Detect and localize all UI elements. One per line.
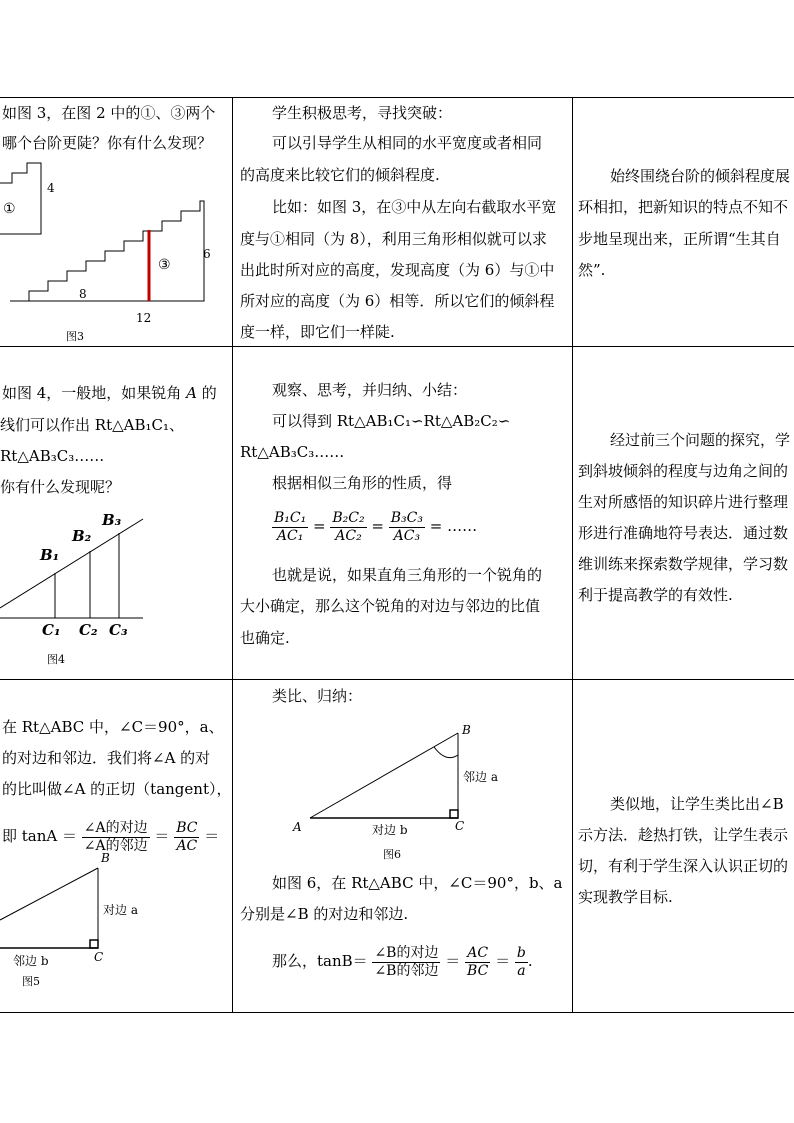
figure-label: A bbox=[293, 820, 302, 834]
note-text: 始终围绕台阶的倾斜程度展 bbox=[610, 167, 791, 185]
figure-label: C bbox=[455, 819, 465, 833]
question-text: 在 Rt△ABC 中，∠C＝90°，a、 bbox=[2, 718, 224, 736]
figure-caption: 图4 bbox=[47, 653, 65, 666]
table-column-divider bbox=[232, 97, 233, 1012]
note-text: 步地呈现出来，正所谓“生其自 bbox=[578, 230, 781, 248]
note-text: 实现教学目标. bbox=[578, 888, 673, 906]
figure-label: C₁ bbox=[42, 621, 61, 639]
body-text: 的高度来比较它们的倾斜程度. bbox=[240, 166, 440, 184]
body-text: 度一样，即它们一样陡. bbox=[240, 323, 395, 341]
body-text: 根据相似三角形的性质，得 bbox=[272, 474, 453, 492]
figure-label: ③ bbox=[158, 257, 171, 273]
figure-label: 对边 a bbox=[103, 903, 138, 917]
body-text: 大小确定，那么这个锐角的对边与邻边的比值 bbox=[240, 597, 541, 615]
body-text: 出此时所对应的高度，发现高度（为 6）与①中 bbox=[240, 261, 555, 279]
note-text: 经过前三个问题的探究，学 bbox=[610, 431, 791, 449]
note-text: 切，有利于学生深入认识正切的 bbox=[578, 857, 789, 875]
figure-label: 4 bbox=[47, 181, 55, 195]
figure-label: C bbox=[94, 950, 104, 964]
question-text: Rt△AB₃C₃…… bbox=[0, 447, 105, 465]
body-text: 可以得到 Rt△AB₁C₁∽Rt△AB₂C₂∽ bbox=[272, 412, 511, 430]
note-text: 形进行准确地符号表达．通过数 bbox=[578, 524, 789, 542]
note-text: 生对所感悟的知识碎片进行整理 bbox=[578, 493, 789, 511]
note-text: 利于提高教学的有效性. bbox=[578, 586, 733, 604]
table-border-bottom bbox=[0, 1012, 794, 1013]
question-text: 线们可以作出 Rt△AB₁C₁、 bbox=[0, 416, 184, 434]
question-text: 的对边和邻边．我们将∠A 的对 bbox=[2, 749, 211, 767]
note-text: 然”. bbox=[578, 261, 606, 279]
body-text: 可以引导学生从相同的水平宽度或者相同 bbox=[272, 134, 543, 152]
figure-label: B₂ bbox=[72, 527, 92, 545]
table-border-top bbox=[0, 97, 794, 98]
table-row-divider bbox=[0, 346, 794, 347]
figure-3-stairs bbox=[0, 160, 232, 320]
question-text: 如图 3，在图 2 中的①、③两个 bbox=[2, 104, 216, 122]
figure-label: B bbox=[462, 723, 471, 737]
figure-caption: 图6 bbox=[383, 848, 401, 861]
note-text: 维训练来探索数学规律，学习数 bbox=[578, 555, 789, 573]
figure-caption: 图3 bbox=[66, 330, 84, 343]
body-text: 比如：如图 3，在③中从左向右截取水平宽 bbox=[272, 198, 557, 216]
body-text: 学生积极思考，寻找突破： bbox=[272, 104, 453, 122]
figure-caption: 图5 bbox=[22, 975, 40, 988]
body-text: 也就是说，如果直角三角形的一个锐角的 bbox=[272, 566, 543, 584]
body-text: 类比、归纳： bbox=[272, 687, 363, 705]
tangent-b-formula: 那么，tanB＝ $\frac{\text{∠B的对边}}{\text{∠B的邻边}}$ ＝ $\frac{AC}{BC}$ ＝ $\frac{b}{a}$ . bbox=[272, 944, 533, 979]
figure-label: 邻边 a bbox=[463, 770, 498, 784]
figure-label: B bbox=[101, 851, 110, 865]
table-row-divider bbox=[0, 679, 794, 680]
body-text: 所对应的高度（为 6）相等．所以它们的倾斜程 bbox=[240, 292, 555, 310]
similar-ratio-formula: $\frac{\text{B₁C₁}}{\text{AC₁}}$ = $\frac{\text{B₂C₂}}{\text{AC₂}}$ = $\frac{\text{B₃C₃}}{\text{AC₃}}$ = …… bbox=[274, 509, 478, 544]
figure-label: 8 bbox=[79, 287, 87, 301]
figure-label: 对边 b bbox=[372, 823, 408, 837]
table-column-divider bbox=[572, 97, 573, 1012]
figure-6-right-triangle bbox=[300, 725, 470, 825]
question-text: 哪个台阶更陡？你有什么发现？ bbox=[2, 134, 213, 152]
body-text: 如图 6，在 Rt△ABC 中，∠C＝90°，b、a bbox=[272, 874, 563, 892]
body-text: 观察、思考，并归纳、小结： bbox=[272, 381, 468, 399]
note-text: 类似地，让学生类比出∠B bbox=[610, 795, 784, 813]
body-text: 度与①相同（为 8），利用三角形相似就可以求 bbox=[240, 230, 547, 248]
question-text: 如图 4，一般地，如果锐角 A 的 bbox=[2, 384, 217, 402]
body-text: 分别是∠B 的对边和邻边. bbox=[240, 905, 409, 923]
body-text: 也确定. bbox=[240, 629, 290, 647]
figure-label: B₃ bbox=[102, 511, 122, 529]
figure-label: 6 bbox=[203, 247, 211, 261]
question-text: 的比叫做∠A 的正切（tangent）， bbox=[2, 780, 232, 798]
figure-label: C₂ bbox=[79, 621, 98, 639]
question-text: 你有什么发现呢？ bbox=[0, 478, 121, 496]
figure-label: 12 bbox=[136, 311, 152, 325]
note-text: 示方法．趁热打铁，让学生表示 bbox=[578, 826, 789, 844]
note-text: 到斜坡倾斜的程度与边角之间的 bbox=[578, 462, 789, 480]
figure-label: C₃ bbox=[109, 621, 128, 639]
body-text: Rt△AB₃C₃…… bbox=[240, 443, 345, 461]
note-text: 环相扣，把新知识的特点不知不 bbox=[578, 198, 789, 216]
tangent-definition-formula: 即 tanA ＝ $\frac{\text{∠A的对边}}{\text{∠A的邻边}}$ ＝ $\frac{BC}{AC}$ ＝ bbox=[2, 819, 220, 854]
figure-label: B₁ bbox=[40, 546, 60, 564]
figure-label: 邻边 b bbox=[13, 954, 49, 968]
figure-label: ① bbox=[3, 201, 16, 217]
